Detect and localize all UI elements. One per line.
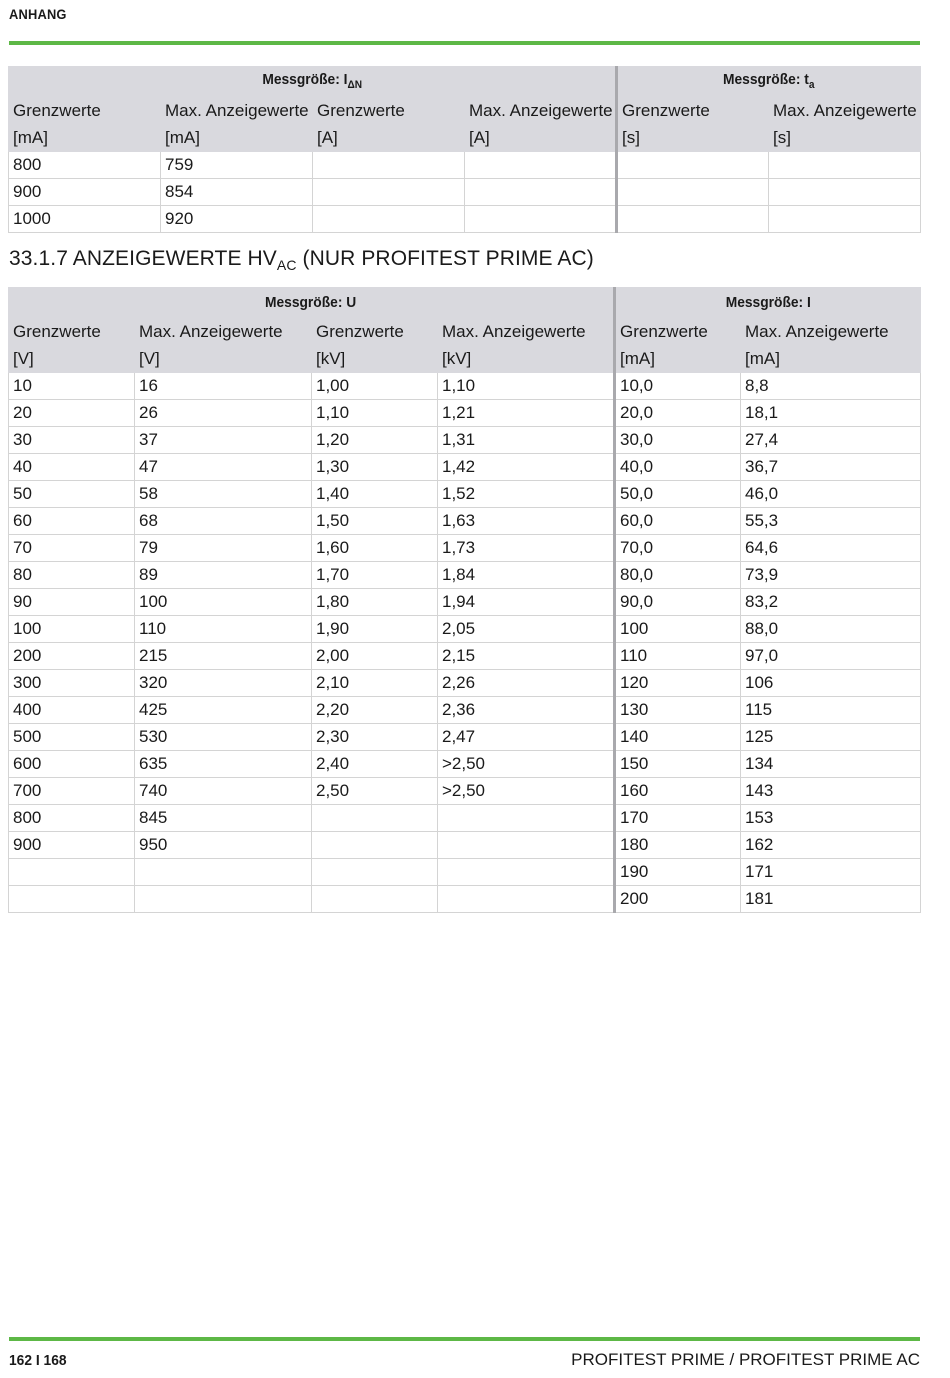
table-row-cell: 150: [615, 751, 741, 778]
table-row-cell: 1,90: [312, 616, 438, 643]
table-row-cell: 2,05: [438, 616, 615, 643]
table-row-cell: 70,0: [615, 535, 741, 562]
table-row-cell: 1000: [9, 206, 161, 233]
table-group-header: [9, 288, 921, 319]
table-row-cell: 30: [9, 427, 135, 454]
table-row: [9, 589, 921, 616]
table-row-cell: 530: [135, 724, 312, 751]
table-row-cell: 162: [741, 832, 921, 859]
table-row-cell: 181: [741, 886, 921, 913]
table-row-cell: [769, 152, 921, 179]
table-row: [9, 152, 921, 179]
footer-divider: [9, 1337, 920, 1341]
table-row-cell: 2,00: [312, 643, 438, 670]
table-row-cell: 900: [9, 179, 161, 206]
table-row-cell: 26: [135, 400, 312, 427]
table-row-cell: >2,50: [438, 778, 615, 805]
table-row-cell: 2,40: [312, 751, 438, 778]
group-label-idn: Messgröße: $I_{\Delta N}$: [9, 67, 617, 98]
table-row: [9, 206, 921, 233]
table-row-cell: [465, 206, 617, 233]
table-row-cell: 160: [615, 778, 741, 805]
table-row: [9, 179, 921, 206]
table-row-cell: 58: [135, 481, 312, 508]
table-row-cell: 55,3: [741, 508, 921, 535]
table-row-cell: 920: [161, 206, 313, 233]
table-row-cell: 83,2: [741, 589, 921, 616]
table-row-cell: 180: [615, 832, 741, 859]
table-row-cell: 40: [9, 454, 135, 481]
table-row: [9, 400, 921, 427]
table-row-cell: 500: [9, 724, 135, 751]
column-header-row-cell: Grenzwerte: [615, 319, 741, 346]
table-row-cell: 1,40: [312, 481, 438, 508]
table-hv-ac: [8, 287, 921, 913]
table-row: [9, 616, 921, 643]
table-row-cell: 2,30: [312, 724, 438, 751]
unit-row-cell: [mA]: [615, 346, 741, 373]
table-row-cell: 400: [9, 697, 135, 724]
unit-row-cell: [mA]: [741, 346, 921, 373]
column-header-row-cell: Grenzwerte: [312, 319, 438, 346]
table-row-cell: 759: [161, 152, 313, 179]
column-header-row-cell: Max. Anzeigewerte: [438, 319, 615, 346]
table-row-cell: 1,50: [312, 508, 438, 535]
table-row-cell: 80: [9, 562, 135, 589]
table-row-cell: 130: [615, 697, 741, 724]
table-row-cell: 1,20: [312, 427, 438, 454]
table-row-cell: 900: [9, 832, 135, 859]
table-row: [9, 697, 921, 724]
table-row: [9, 724, 921, 751]
table-row-cell: 1,52: [438, 481, 615, 508]
table-row: [9, 805, 921, 832]
table-row-cell: 854: [161, 179, 313, 206]
table-row-cell: 600: [9, 751, 135, 778]
table-row-cell: 64,6: [741, 535, 921, 562]
unit-row: [9, 346, 921, 373]
table-row-cell: 90,0: [615, 589, 741, 616]
table-row-cell: 16: [135, 373, 312, 400]
column-header-row-cell: Max. Anzeigewerte: [769, 98, 921, 125]
unit-row-cell: [mA]: [9, 125, 161, 152]
table-row-cell: [438, 859, 615, 886]
table-row-cell: 320: [135, 670, 312, 697]
table-row-cell: 1,63: [438, 508, 615, 535]
table-row-cell: 79: [135, 535, 312, 562]
table-row-cell: 60,0: [615, 508, 741, 535]
column-header-row-cell: Max. Anzeigewerte: [161, 98, 313, 125]
table-row-cell: [617, 179, 769, 206]
table-row-cell: 425: [135, 697, 312, 724]
table-row-cell: 140: [615, 724, 741, 751]
header-divider: [9, 41, 920, 45]
table-row-cell: 40,0: [615, 454, 741, 481]
table-row-cell: 153: [741, 805, 921, 832]
table-row-cell: 1,73: [438, 535, 615, 562]
table-row-cell: 80,0: [615, 562, 741, 589]
table-row-cell: 30,0: [615, 427, 741, 454]
table-row-cell: 2,50: [312, 778, 438, 805]
unit-row-cell: [kV]: [312, 346, 438, 373]
table-row-cell: [312, 859, 438, 886]
table-row-cell: [313, 179, 465, 206]
table-row-cell: 300: [9, 670, 135, 697]
column-header-row-cell: Grenzwerte: [9, 98, 161, 125]
table-row-cell: [465, 152, 617, 179]
table-row-cell: 10: [9, 373, 135, 400]
table-row-cell: 1,10: [312, 400, 438, 427]
table-row-cell: 18,1: [741, 400, 921, 427]
table-row-cell: 50: [9, 481, 135, 508]
table-row: [9, 508, 921, 535]
table-row-cell: [313, 206, 465, 233]
table-row-cell: 134: [741, 751, 921, 778]
table-row: [9, 778, 921, 805]
table-row-cell: [617, 152, 769, 179]
running-header: ANHANG: [9, 6, 67, 22]
table-row-cell: 1,42: [438, 454, 615, 481]
table-row-cell: [438, 886, 615, 913]
table-row-cell: [312, 832, 438, 859]
table-row-cell: 635: [135, 751, 312, 778]
table-row: [9, 670, 921, 697]
column-header-row-cell: Max. Anzeigewerte: [741, 319, 921, 346]
table-row-cell: [135, 859, 312, 886]
table-row-cell: 2,47: [438, 724, 615, 751]
table-row-cell: 89: [135, 562, 312, 589]
table-row-cell: 171: [741, 859, 921, 886]
table-row-cell: 97,0: [741, 643, 921, 670]
group-label-i: Messgröße: I: [615, 288, 921, 319]
unit-row-cell: [s]: [769, 125, 921, 152]
column-header-row-cell: Max. Anzeigewerte: [465, 98, 617, 125]
table-row: [9, 643, 921, 670]
table-row-cell: 950: [135, 832, 312, 859]
table-row-cell: [313, 152, 465, 179]
column-header-row-cell: Max. Anzeigewerte: [135, 319, 312, 346]
table-row-cell: 1,30: [312, 454, 438, 481]
unit-row-cell: [A]: [465, 125, 617, 152]
table-row-cell: 100: [9, 616, 135, 643]
table-row: [9, 373, 921, 400]
table-row-cell: [438, 832, 615, 859]
column-header-row-cell: Grenzwerte: [313, 98, 465, 125]
table-row-cell: 700: [9, 778, 135, 805]
unit-row-cell: [kV]: [438, 346, 615, 373]
table-row-cell: 200: [615, 886, 741, 913]
table-row-cell: 20,0: [615, 400, 741, 427]
table-row-cell: [135, 886, 312, 913]
table-row-cell: 100: [615, 616, 741, 643]
table-row-cell: 73,9: [741, 562, 921, 589]
table-row-cell: 190: [615, 859, 741, 886]
unit-row-cell: [A]: [313, 125, 465, 152]
table-row: [9, 427, 921, 454]
table-row-cell: [769, 179, 921, 206]
table-row-cell: 120: [615, 670, 741, 697]
group-label-u: Messgröße: U: [9, 288, 615, 319]
table-row-cell: 2,20: [312, 697, 438, 724]
table-row-cell: 115: [741, 697, 921, 724]
table-row-cell: 100: [135, 589, 312, 616]
table-row-cell: 1,80: [312, 589, 438, 616]
table-row-cell: 215: [135, 643, 312, 670]
table-row-cell: 46,0: [741, 481, 921, 508]
table-row-cell: 110: [135, 616, 312, 643]
table-row-cell: [9, 859, 135, 886]
unit-row-cell: [mA]: [161, 125, 313, 152]
table-row-cell: 47: [135, 454, 312, 481]
table-row-cell: 8,8: [741, 373, 921, 400]
table-row: [9, 481, 921, 508]
table-row-cell: 70: [9, 535, 135, 562]
table-row-cell: 845: [135, 805, 312, 832]
table-row-cell: 1,10: [438, 373, 615, 400]
table-row-cell: [769, 206, 921, 233]
table-row-cell: [438, 805, 615, 832]
table-row: [9, 886, 921, 913]
table-row-cell: [312, 805, 438, 832]
table-row-cell: 2,36: [438, 697, 615, 724]
column-header-row-cell: Grenzwerte: [9, 319, 135, 346]
table-row-cell: 20: [9, 400, 135, 427]
table-row-cell: 27,4: [741, 427, 921, 454]
table-row-cell: 60: [9, 508, 135, 535]
unit-row-cell: [V]: [135, 346, 312, 373]
table-row-cell: 143: [741, 778, 921, 805]
table-row-cell: 1,60: [312, 535, 438, 562]
table-row: [9, 832, 921, 859]
unit-row-cell: [s]: [617, 125, 769, 152]
section-title: 33.1.7 ANZEIGEWERTE $HV_{AC}$ (NUR PROFITEST PRIME AC): [9, 247, 594, 273]
table-row-cell: 1,21: [438, 400, 615, 427]
table-row-cell: [312, 886, 438, 913]
table-row-cell: 1,31: [438, 427, 615, 454]
table-row-cell: 200: [9, 643, 135, 670]
table-row-cell: 1,00: [312, 373, 438, 400]
table-row-cell: 1,94: [438, 589, 615, 616]
table-row-cell: 1,70: [312, 562, 438, 589]
table-row-cell: 50,0: [615, 481, 741, 508]
table-row-cell: 2,10: [312, 670, 438, 697]
unit-row: [9, 125, 921, 152]
table-row-cell: 106: [741, 670, 921, 697]
table-row-cell: 800: [9, 152, 161, 179]
table-row-cell: 2,26: [438, 670, 615, 697]
table-row-cell: 68: [135, 508, 312, 535]
table-row-cell: 36,7: [741, 454, 921, 481]
column-header-row-cell: Grenzwerte: [617, 98, 769, 125]
table-row-cell: 110: [615, 643, 741, 670]
table-row: [9, 562, 921, 589]
table-row-cell: 170: [615, 805, 741, 832]
table-group-header: [9, 67, 921, 98]
table-row: [9, 751, 921, 778]
table-row-cell: 740: [135, 778, 312, 805]
table-row-cell: 1,84: [438, 562, 615, 589]
table-idn-ta: [8, 66, 921, 233]
table-row-cell: [9, 886, 135, 913]
table-row-cell: 10,0: [615, 373, 741, 400]
table-row: [9, 535, 921, 562]
table-row-cell: 2,15: [438, 643, 615, 670]
table-row: [9, 454, 921, 481]
column-header-row: [9, 98, 921, 125]
table-row-cell: 125: [741, 724, 921, 751]
unit-row-cell: [V]: [9, 346, 135, 373]
group-label-ta: Messgröße: $t_a$: [617, 67, 921, 98]
page-number: 162 I 168: [9, 1352, 67, 1369]
column-header-row: [9, 319, 921, 346]
table-row-cell: 88,0: [741, 616, 921, 643]
table-row-cell: 90: [9, 589, 135, 616]
table-row-cell: [465, 179, 617, 206]
table-row: [9, 859, 921, 886]
table-row-cell: >2,50: [438, 751, 615, 778]
table-row-cell: 37: [135, 427, 312, 454]
table-row-cell: [617, 206, 769, 233]
table-row-cell: 800: [9, 805, 135, 832]
product-name: PROFITEST PRIME / PROFITEST PRIME AC: [571, 1350, 920, 1369]
